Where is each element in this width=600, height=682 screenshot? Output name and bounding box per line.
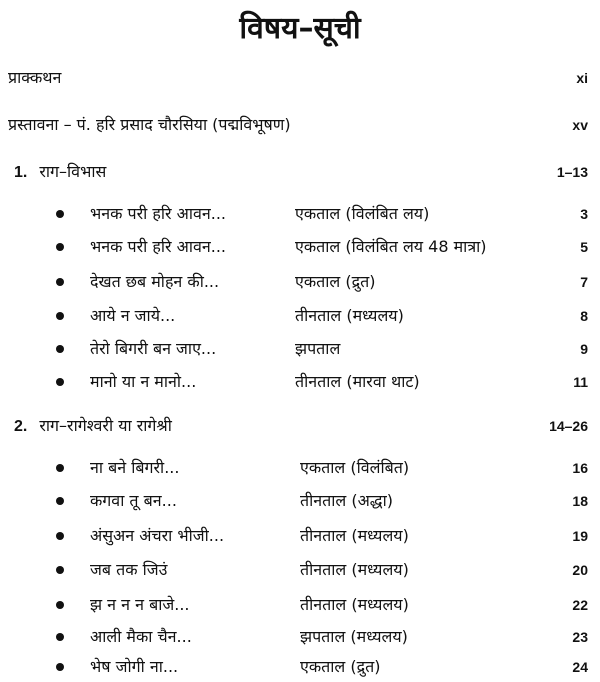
tala-name: तीनताल (अद्धा) xyxy=(300,491,393,510)
song-title: जब तक जिउं xyxy=(90,560,168,579)
song-title: तेरो बिगरी बन जाए... xyxy=(90,339,217,358)
item-page: 11 xyxy=(573,374,588,390)
bullet-icon xyxy=(56,210,64,218)
song-title: भनक परी हरि आवन... xyxy=(90,237,227,256)
bullet-icon xyxy=(56,345,64,353)
tala-name: एकताल (द्रुत) xyxy=(300,657,381,676)
toc-item xyxy=(0,199,600,229)
bullet-icon xyxy=(56,278,64,286)
section-pages: 1–13 xyxy=(556,164,588,180)
section-number: 2. xyxy=(14,418,28,435)
toc-entry-introduction xyxy=(0,110,600,140)
item-page: 3 xyxy=(580,206,588,222)
entry-label: प्रस्तावना – पं. हरि प्रसाद चौरसिया (पद्मविभूषण) xyxy=(8,115,291,134)
toc-entry-preface xyxy=(0,63,600,93)
section-pages: 14–26 xyxy=(549,418,588,434)
item-page: 24 xyxy=(572,659,588,675)
bullet-icon xyxy=(56,378,64,386)
section-heading-1 xyxy=(0,157,600,187)
tala-name: झपताल xyxy=(295,339,341,358)
entry-page: xv xyxy=(572,117,588,133)
item-page: 22 xyxy=(572,597,588,613)
section-number: 1. xyxy=(14,164,28,181)
item-page: 8 xyxy=(580,308,588,324)
tala-name: झपताल (मध्यलय) xyxy=(300,627,408,646)
song-title: झ न न न बाजे... xyxy=(90,595,190,614)
song-title: भनक परी हरि आवन... xyxy=(90,204,227,223)
page-title: विषय–सूची xyxy=(239,11,361,46)
tala-name: एकताल (विलंबित लय 48 मात्रा) xyxy=(295,237,487,256)
tala-name: तीनताल (मध्यलय) xyxy=(295,306,404,325)
entry-label: प्राक्कथन xyxy=(8,68,62,87)
toc-item xyxy=(0,652,600,682)
section-title: राग–विभास xyxy=(39,162,107,181)
toc-item xyxy=(0,590,600,620)
item-page: 5 xyxy=(580,239,588,255)
bullet-icon xyxy=(56,497,64,505)
toc-item xyxy=(0,232,600,262)
tala-name: एकताल (विलंबित) xyxy=(300,458,410,477)
section-title: राग–रागेश्वरी या रागेश्री xyxy=(39,416,172,435)
entry-page: xi xyxy=(576,70,588,86)
bullet-icon xyxy=(56,464,64,472)
item-page: 19 xyxy=(572,528,588,544)
tala-name: तीनताल (मध्यलय) xyxy=(300,595,409,614)
toc-item xyxy=(0,267,600,297)
song-title: आली मैका चैन... xyxy=(90,627,192,646)
tala-name: तीनताल (मध्यलय) xyxy=(300,560,409,579)
song-title: मानो या न मानो... xyxy=(90,372,197,391)
item-page: 23 xyxy=(572,629,588,645)
bullet-icon xyxy=(56,566,64,574)
item-page: 9 xyxy=(580,341,588,357)
song-title: भेष जोगी ना... xyxy=(90,657,179,676)
bullet-icon xyxy=(56,532,64,540)
song-title: ना बने बिगरी... xyxy=(90,458,180,477)
song-title: आये न जाये... xyxy=(90,306,176,325)
song-title: अंसुअन अंचरा भीजी... xyxy=(90,526,225,545)
bullet-icon xyxy=(56,601,64,609)
toc-item xyxy=(0,334,600,364)
item-page: 18 xyxy=(572,493,588,509)
tala-name: तीनताल (मारवा थाट) xyxy=(295,372,420,391)
bullet-icon xyxy=(56,312,64,320)
toc-item xyxy=(0,367,600,397)
item-page: 16 xyxy=(572,460,588,476)
toc-item xyxy=(0,301,600,331)
item-page: 7 xyxy=(580,274,588,290)
bullet-icon xyxy=(56,663,64,671)
toc-item xyxy=(0,622,600,652)
toc-item xyxy=(0,453,600,483)
song-title: देखत छब मोहन की... xyxy=(90,272,220,291)
bullet-icon xyxy=(56,633,64,641)
item-page: 20 xyxy=(572,562,588,578)
section-heading-2 xyxy=(0,411,600,441)
toc-item xyxy=(0,486,600,516)
toc-item xyxy=(0,555,600,585)
bullet-icon xyxy=(56,243,64,251)
tala-name: एकताल (द्रुत) xyxy=(295,272,376,291)
tala-name: तीनताल (मध्यलय) xyxy=(300,526,409,545)
tala-name: एकताल (विलंबित लय) xyxy=(295,204,430,223)
song-title: कगवा तू बन... xyxy=(90,491,177,510)
toc-item xyxy=(0,521,600,551)
